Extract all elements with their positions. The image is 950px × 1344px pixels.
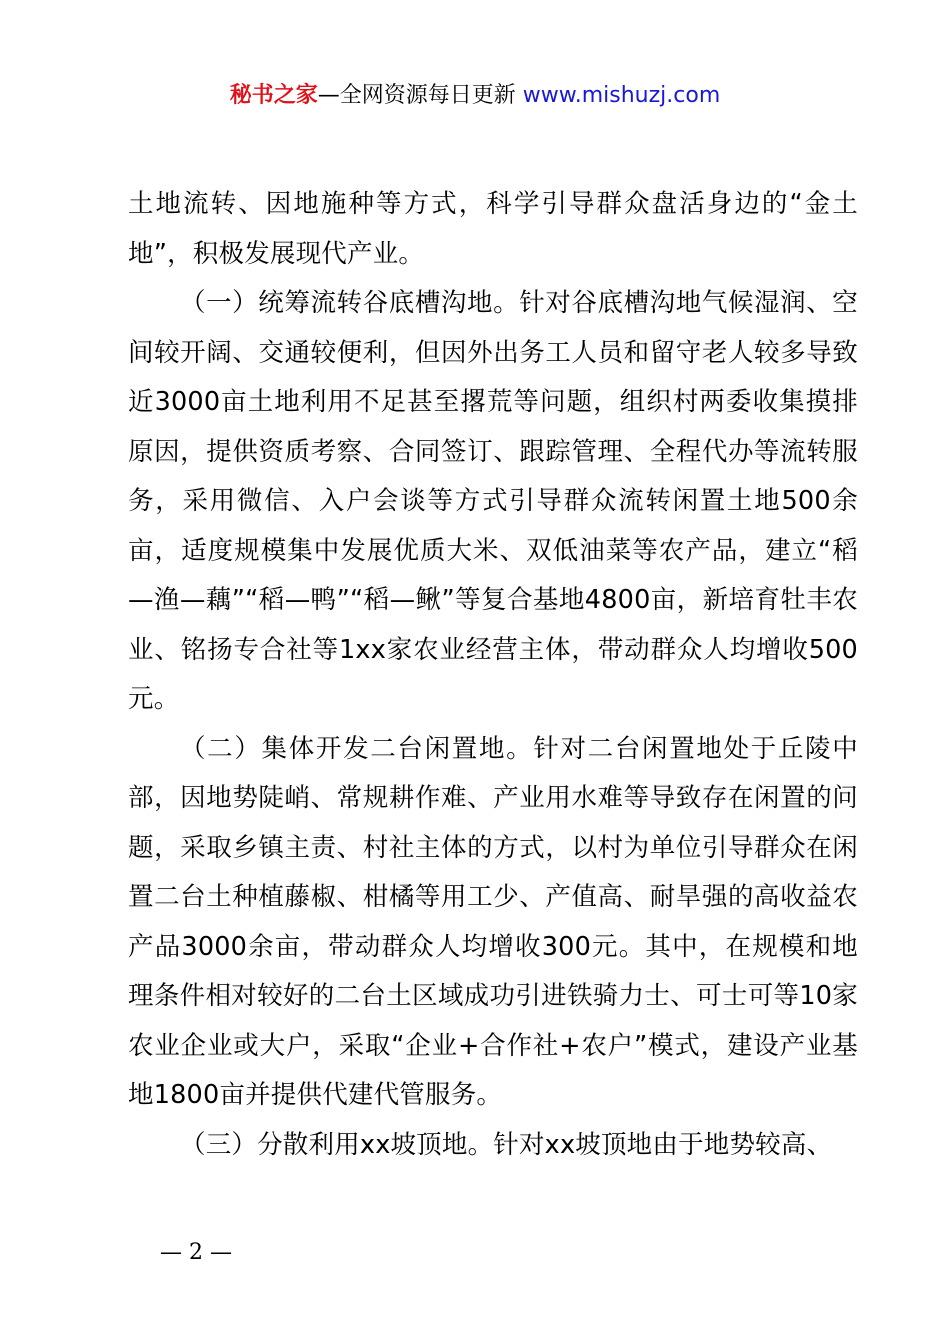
site-url[interactable]: www.mishuzj.com — [522, 83, 721, 108]
paragraph-section-3: （三）分散利用xx坡顶地。针对xx坡顶地由于地势较高、 — [180, 1129, 833, 1160]
document-body — [128, 180, 858, 1170]
page-number: — 2 — — [160, 1240, 232, 1265]
paragraph-section-2: （二）集体开发二台闲置地。针对二台闲置地处于丘陵中部，因地势陡峭、常规耕作难、产业用水难等导致存在闲置的问题，采取乡镇主责、村社主体的方式，以村为单位引导群众在闲置二台土种植藤椒、柑橘等用工少、产值高、耐旱强的高收益农产品3000余亩，带动群众人均增收300元。其中，在规模和地理条件相对较好的二台土区域成功引进铁骑力士、可士可等10家农业企业或大户，采取“企业+合作社+农户”模式，建设产业基地1800亩并提供代建代管服务。 — [128, 733, 858, 1110]
site-brand: 秘书之家 — [229, 83, 318, 108]
header-tagline: —全网资源每日更新 — [317, 83, 523, 108]
paragraph-section-1: （一）统筹流转谷底槽沟地。针对谷底槽沟地气候湿润、空间较开阔、交通较便利，但因外出务工人员和留守老人较多导致近3000亩土地利用不足甚至撂荒等问题，组织村两委收集摸排原因，提供资质考察、合同签订、跟踪管理、全程代办等流转服务，采用微信、入户会谈等方式引导群众流转闲置土地500余亩，适度规模集中发展优质大米、双低油菜等农产品，建立“稻—渔—藕”“稻—鸭”“稻—鳅”等复合基地4800亩，新培育牡丰农业、铭扬专合社等1xx家农业经营主体，带动群众人均增收500元。 — [128, 288, 858, 714]
document-header — [0, 80, 950, 112]
paragraph-continuation: 土地流转、因地施种等方式，科学引导群众盘活身边的“金土地”，积极发展现代产业。 — [128, 189, 858, 269]
